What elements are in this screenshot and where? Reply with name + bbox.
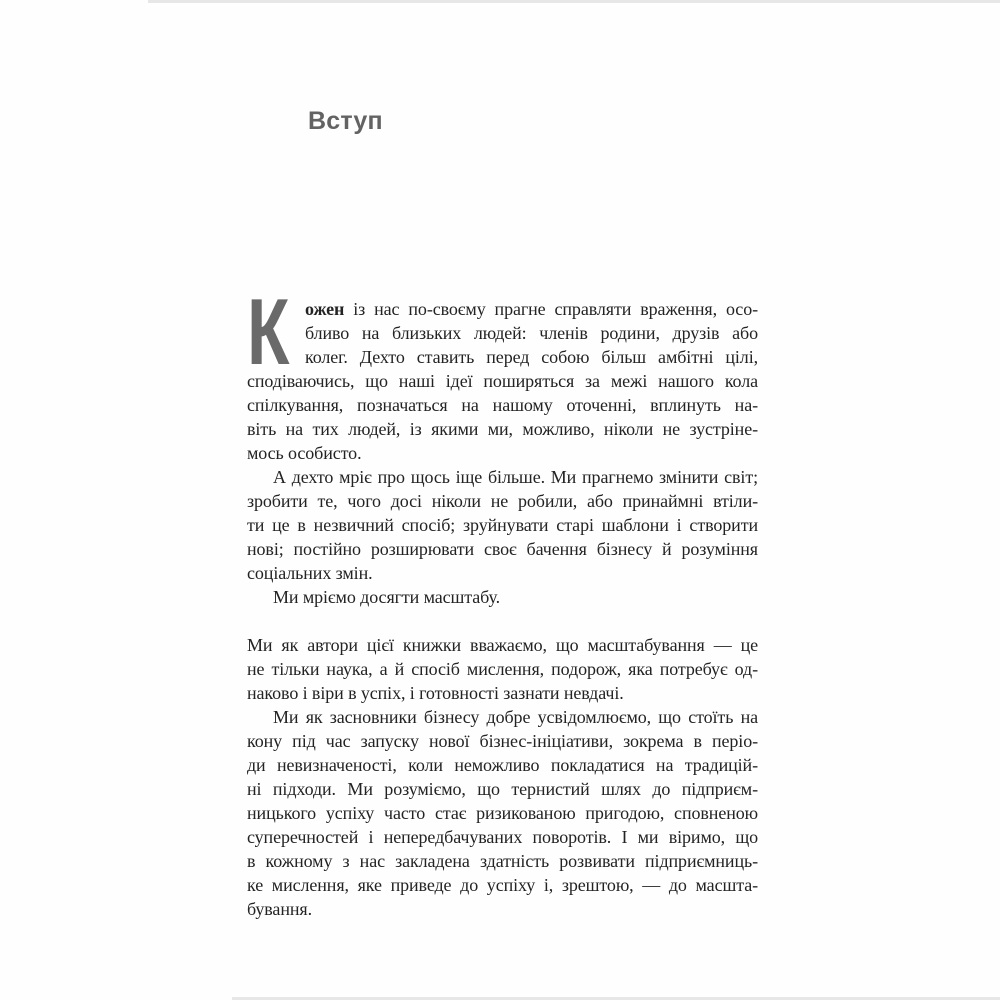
text-line: не тільки наука, а й спосіб мислення, подорож, яка потребує од-: [247, 659, 758, 679]
text-line: ожен із нас по-своєму прагне справляти враження, осо-: [305, 299, 758, 319]
paragraph: [247, 633, 758, 705]
paragraph: [247, 279, 758, 465]
text-line: Ми як автори цієї книжки вважаємо, що масштабування — це: [247, 635, 758, 655]
paragraph: [247, 585, 758, 609]
paragraph: [247, 705, 758, 921]
text-line: наково і віри в успіх, і готовності зазнати невдачі.: [247, 683, 624, 703]
text-line: віть на тих людей, із якими ми, можливо, ніколи не зустріне-: [247, 419, 758, 439]
text-line: нові; постійно розширювати своє бачення бізнесу й розуміння: [247, 539, 758, 559]
text-line: зробити те, чого досі ніколи не робили, або принаймні втіли-: [247, 491, 758, 511]
text-line: кону під час запуску нової бізнес-ініціативи, зокрема в періо-: [247, 731, 758, 751]
text-line: А дехто мріє про щось іще більше. Ми прагнемо змінити світ;: [273, 467, 758, 487]
text-line: ке мислення, яке приведе до успіху і, зрештою, — до масшта-: [247, 875, 758, 895]
text-line: в кожному з нас закладена здатність розвивати підприємниць-: [247, 851, 758, 871]
text-line: суперечностей і непередбачуваних поворотів. І ми віримо, що: [247, 827, 758, 847]
scan-edge-top: [148, 0, 1000, 3]
text-line: мось особисто.: [247, 443, 362, 463]
text-line: соціальних змін.: [247, 563, 373, 583]
text-line: колег. Дехто ставить перед собою більш амбітні цілі,: [305, 347, 758, 367]
paragraph: [247, 465, 758, 585]
text-line: Ми як засновники бізнесу добре усвідомлюємо, що стоїть на: [273, 707, 758, 727]
text-line: ди невизначеності, коли неможливо покладатися на традицій-: [247, 755, 758, 775]
text-line: бливо на близьких людей: членів родини, друзів або: [305, 323, 758, 343]
text-line: ницького успіху часто стає ризикованою пригодою, сповненою: [247, 803, 758, 823]
drop-cap: К: [247, 279, 290, 384]
chapter-heading: Вступ: [308, 106, 383, 135]
text-line: Ми мріємо досягти масштабу.: [273, 587, 501, 607]
text-line: спілкування, позначаться на нашому оточенні, вплинуть на-: [247, 395, 758, 415]
text-line: сподіваючись, що наші ідеї поширяться за межі нашого кола: [247, 371, 758, 391]
text-line: ні підходи. Ми розуміємо, що тернистий шлях до підприєм-: [247, 779, 758, 799]
text-line: бування.: [247, 899, 312, 919]
text-line: ти це в незвичний спосіб; зруйнувати старі шаблони і створити: [247, 515, 758, 535]
text-block: [247, 279, 758, 921]
